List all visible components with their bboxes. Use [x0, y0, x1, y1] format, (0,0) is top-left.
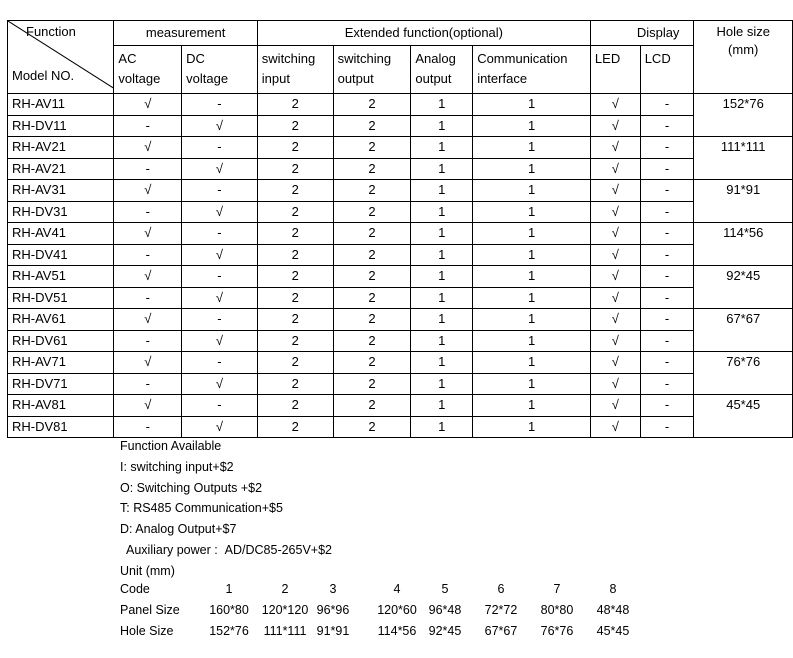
cell-sw-out: 2: [333, 416, 411, 438]
cell-led: √: [590, 180, 640, 202]
cell-led: √: [590, 309, 640, 331]
cell-sw-out: 2: [333, 180, 411, 202]
cell-comm: 1: [473, 352, 591, 374]
cell-sw-in: 2: [257, 158, 333, 180]
cell-sw-out: 2: [333, 352, 411, 374]
cell-led: √: [590, 244, 640, 266]
cell-sw-out: 2: [333, 309, 411, 331]
hole-size-value: 76*76: [540, 624, 574, 638]
cell-led: √: [590, 201, 640, 223]
cell-analog: 1: [411, 94, 473, 116]
cell-ac: -: [114, 244, 182, 266]
cell-sw-in: 2: [257, 223, 333, 245]
cell-ac: -: [114, 158, 182, 180]
cell-model: RH-DV71: [8, 373, 114, 395]
cell-sw-in: 2: [257, 352, 333, 374]
table-row: [8, 244, 793, 266]
cell-lcd: -: [640, 137, 694, 159]
cell-comm: 1: [473, 201, 591, 223]
cell-analog: 1: [411, 352, 473, 374]
panel-size-value: 96*48: [428, 603, 462, 617]
cell-dc: -: [182, 180, 258, 202]
hole-size-value: 92*45: [428, 624, 462, 638]
cell-hole-size: 92*45: [694, 266, 793, 309]
note-switching-outputs: O: Switching Outputs +$2: [120, 480, 263, 495]
cell-analog: 1: [411, 137, 473, 159]
cell-comm: 1: [473, 309, 591, 331]
cell-sw-out: 2: [333, 158, 411, 180]
cell-ac: -: [114, 115, 182, 137]
cell-dc: √: [182, 373, 258, 395]
code-value: 3: [329, 582, 337, 596]
table-row: [8, 309, 793, 331]
cell-dc: -: [182, 223, 258, 245]
cell-comm: 1: [473, 287, 591, 309]
cell-ac: -: [114, 287, 182, 309]
table-row: [8, 352, 793, 374]
cell-analog: 1: [411, 180, 473, 202]
dc-voltage-header: DC voltage: [182, 46, 258, 94]
cell-ac: √: [114, 309, 182, 331]
cell-hole-size: 111*111: [694, 137, 793, 180]
cell-ac: -: [114, 201, 182, 223]
cell-comm: 1: [473, 416, 591, 438]
cell-dc: √: [182, 244, 258, 266]
cell-analog: 1: [411, 309, 473, 331]
cell-sw-in: 2: [257, 373, 333, 395]
hole-size-unit: (mm): [728, 42, 759, 57]
cell-ac: -: [114, 330, 182, 352]
cell-sw-out: 2: [333, 137, 411, 159]
cell-model: RH-DV61: [8, 330, 114, 352]
cell-comm: 1: [473, 94, 591, 116]
cell-analog: 1: [411, 287, 473, 309]
cell-sw-out: 2: [333, 373, 411, 395]
cell-hole-size: 67*67: [694, 309, 793, 352]
cell-model: RH-DV31: [8, 201, 114, 223]
hole-size-value: 111*111: [263, 624, 307, 638]
cell-ac: √: [114, 223, 182, 245]
cell-comm: 1: [473, 137, 591, 159]
cell-led: √: [590, 137, 640, 159]
code-label: Code: [120, 582, 150, 596]
table-row: [8, 94, 793, 116]
note-rs485: T: RS485 Communication+$5: [120, 501, 283, 516]
cell-comm: 1: [473, 244, 591, 266]
cell-dc: -: [182, 137, 258, 159]
code-value: 1: [225, 582, 233, 596]
cell-sw-in: 2: [257, 309, 333, 331]
cell-analog: 1: [411, 158, 473, 180]
table-row: [8, 266, 793, 288]
cell-analog: 1: [411, 115, 473, 137]
cell-led: √: [590, 287, 640, 309]
cell-led: √: [590, 330, 640, 352]
cell-dc: -: [182, 266, 258, 288]
cell-sw-in: 2: [257, 201, 333, 223]
cell-lcd: -: [640, 266, 694, 288]
function-label: Function: [26, 24, 76, 39]
cell-sw-in: 2: [257, 330, 333, 352]
hole-size-value: 67*67: [484, 624, 518, 638]
cell-analog: 1: [411, 244, 473, 266]
cell-dc: -: [182, 352, 258, 374]
cell-ac: -: [114, 373, 182, 395]
cell-model: RH-AV21: [8, 137, 114, 159]
cell-model: RH-DV11: [8, 115, 114, 137]
cell-sw-out: 2: [333, 201, 411, 223]
communication-interface-header: Communication interface: [473, 46, 591, 94]
cell-analog: 1: [411, 416, 473, 438]
cell-sw-out: 2: [333, 115, 411, 137]
cell-ac: -: [114, 416, 182, 438]
cell-ac: √: [114, 94, 182, 116]
lcd-header: LCD: [640, 46, 694, 94]
cell-sw-in: 2: [257, 416, 333, 438]
cell-hole-size: 114*56: [694, 223, 793, 266]
cell-dc: √: [182, 287, 258, 309]
cell-model: RH-DV81: [8, 416, 114, 438]
cell-model: RH-DV51: [8, 287, 114, 309]
cell-ac: √: [114, 395, 182, 417]
cell-analog: 1: [411, 373, 473, 395]
note-auxiliary-power: Auxiliary power : AD/DC85-265V+$2: [126, 542, 332, 557]
hole-size-row: [120, 624, 630, 645]
cell-sw-out: 2: [333, 94, 411, 116]
table-row: [8, 115, 793, 137]
cell-model: RH-AV81: [8, 395, 114, 417]
cell-hole-size: 91*91: [694, 180, 793, 223]
code-value: 7: [553, 582, 561, 596]
panel-size-value: 160*80: [209, 603, 249, 617]
cell-model: RH-AV41: [8, 223, 114, 245]
cell-sw-in: 2: [257, 94, 333, 116]
panel-size-value: 96*96: [316, 603, 350, 617]
cell-lcd: -: [640, 287, 694, 309]
cell-sw-in: 2: [257, 137, 333, 159]
switching-input-header: switching input: [257, 46, 333, 94]
cell-lcd: -: [640, 158, 694, 180]
extended-function-header: Extended function(optional): [257, 21, 590, 46]
cell-sw-out: 2: [333, 266, 411, 288]
cell-led: √: [590, 373, 640, 395]
cell-analog: 1: [411, 223, 473, 245]
table-row: [8, 395, 793, 417]
function-notes: [120, 436, 332, 582]
cell-sw-out: 2: [333, 244, 411, 266]
panel-size-value: 48*48: [596, 603, 630, 617]
cell-ac: √: [114, 266, 182, 288]
table-row: [8, 201, 793, 223]
note-analog-output: D: Analog Output+$7: [120, 522, 237, 537]
cell-dc: -: [182, 395, 258, 417]
cell-ac: √: [114, 180, 182, 202]
note-unit: Unit (mm): [120, 563, 175, 578]
led-header: LED: [590, 46, 640, 94]
cell-model: RH-AV21: [8, 158, 114, 180]
cell-ac: √: [114, 352, 182, 374]
cell-lcd: -: [640, 330, 694, 352]
cell-sw-in: 2: [257, 266, 333, 288]
note-switching-input: I: switching input+$2: [120, 459, 234, 474]
cell-led: √: [590, 94, 640, 116]
model-label: Model NO.: [12, 68, 75, 83]
cell-sw-in: 2: [257, 395, 333, 417]
cell-dc: √: [182, 158, 258, 180]
hole-size-label: Hole Size: [120, 624, 174, 638]
cell-model: RH-DV41: [8, 244, 114, 266]
cell-lcd: -: [640, 201, 694, 223]
notes-title: Function Available: [120, 439, 222, 453]
code-size-table: [120, 582, 630, 645]
cell-sw-out: 2: [333, 223, 411, 245]
cell-led: √: [590, 158, 640, 180]
cell-dc: -: [182, 309, 258, 331]
spec-table: [7, 20, 793, 438]
cell-led: √: [590, 395, 640, 417]
cell-sw-in: 2: [257, 115, 333, 137]
panel-size-value: 120*60: [377, 603, 417, 617]
table-row: [8, 373, 793, 395]
cell-hole-size: 152*76: [694, 94, 793, 137]
table-row: [8, 416, 793, 438]
hole-size-value: 45*45: [596, 624, 630, 638]
cell-ac: √: [114, 137, 182, 159]
measurement-header: measurement: [114, 21, 257, 46]
cell-sw-in: 2: [257, 244, 333, 266]
hole-size-value: 114*56: [377, 624, 417, 638]
cell-dc: √: [182, 115, 258, 137]
table-row: [8, 158, 793, 180]
cell-model: RH-AV61: [8, 309, 114, 331]
switching-output-header: switching output: [333, 46, 411, 94]
cell-dc: -: [182, 94, 258, 116]
cell-lcd: -: [640, 180, 694, 202]
cell-lcd: -: [640, 115, 694, 137]
cell-lcd: -: [640, 309, 694, 331]
cell-model: RH-AV11: [8, 94, 114, 116]
cell-comm: 1: [473, 373, 591, 395]
cell-comm: 1: [473, 180, 591, 202]
analog-output-header: Analog output: [411, 46, 473, 94]
cell-analog: 1: [411, 266, 473, 288]
cell-hole-size: 45*45: [694, 395, 793, 438]
cell-lcd: -: [640, 416, 694, 438]
cell-model: RH-AV71: [8, 352, 114, 374]
cell-led: √: [590, 115, 640, 137]
table-row: [8, 287, 793, 309]
code-value: 6: [497, 582, 505, 596]
hole-size-title: Hole size: [716, 24, 770, 39]
cell-model: RH-AV31: [8, 180, 114, 202]
cell-lcd: -: [640, 373, 694, 395]
cell-led: √: [590, 352, 640, 374]
code-value: 2: [281, 582, 289, 596]
code-value: 5: [441, 582, 449, 596]
cell-analog: 1: [411, 395, 473, 417]
hole-size-value: 152*76: [209, 624, 249, 638]
cell-led: √: [590, 266, 640, 288]
cell-sw-out: 2: [333, 330, 411, 352]
cell-dc: √: [182, 416, 258, 438]
table-row: [8, 137, 793, 159]
cell-comm: 1: [473, 223, 591, 245]
panel-size-value: 72*72: [484, 603, 518, 617]
display-header: Display: [590, 21, 694, 46]
cell-analog: 1: [411, 201, 473, 223]
panel-size-value: 120*120: [261, 603, 309, 617]
cell-lcd: -: [640, 223, 694, 245]
cell-sw-in: 2: [257, 180, 333, 202]
table-row: [8, 223, 793, 245]
cell-comm: 1: [473, 330, 591, 352]
cell-sw-in: 2: [257, 287, 333, 309]
panel-size-value: 80*80: [540, 603, 574, 617]
cell-lcd: -: [640, 395, 694, 417]
cell-dc: √: [182, 330, 258, 352]
cell-comm: 1: [473, 395, 591, 417]
cell-sw-out: 2: [333, 395, 411, 417]
cell-lcd: -: [640, 94, 694, 116]
cell-analog: 1: [411, 330, 473, 352]
panel-size-label: Panel Size: [120, 603, 180, 617]
cell-lcd: -: [640, 244, 694, 266]
cell-comm: 1: [473, 266, 591, 288]
hole-size-header: [694, 21, 793, 94]
hole-size-value: 91*91: [316, 624, 350, 638]
cell-sw-out: 2: [333, 287, 411, 309]
cell-led: √: [590, 416, 640, 438]
cell-hole-size: 76*76: [694, 352, 793, 395]
header-diagonal-cell: [8, 21, 114, 94]
cell-model: RH-AV51: [8, 266, 114, 288]
panel-size-row: [120, 603, 630, 624]
cell-led: √: [590, 223, 640, 245]
cell-lcd: -: [640, 352, 694, 374]
table-row: [8, 330, 793, 352]
cell-comm: 1: [473, 158, 591, 180]
ac-voltage-header: AC voltage: [114, 46, 182, 94]
cell-comm: 1: [473, 115, 591, 137]
code-row: [120, 582, 617, 603]
cell-dc: √: [182, 201, 258, 223]
code-value: 4: [393, 582, 401, 596]
table-row: [8, 180, 793, 202]
code-value: 8: [609, 582, 617, 596]
